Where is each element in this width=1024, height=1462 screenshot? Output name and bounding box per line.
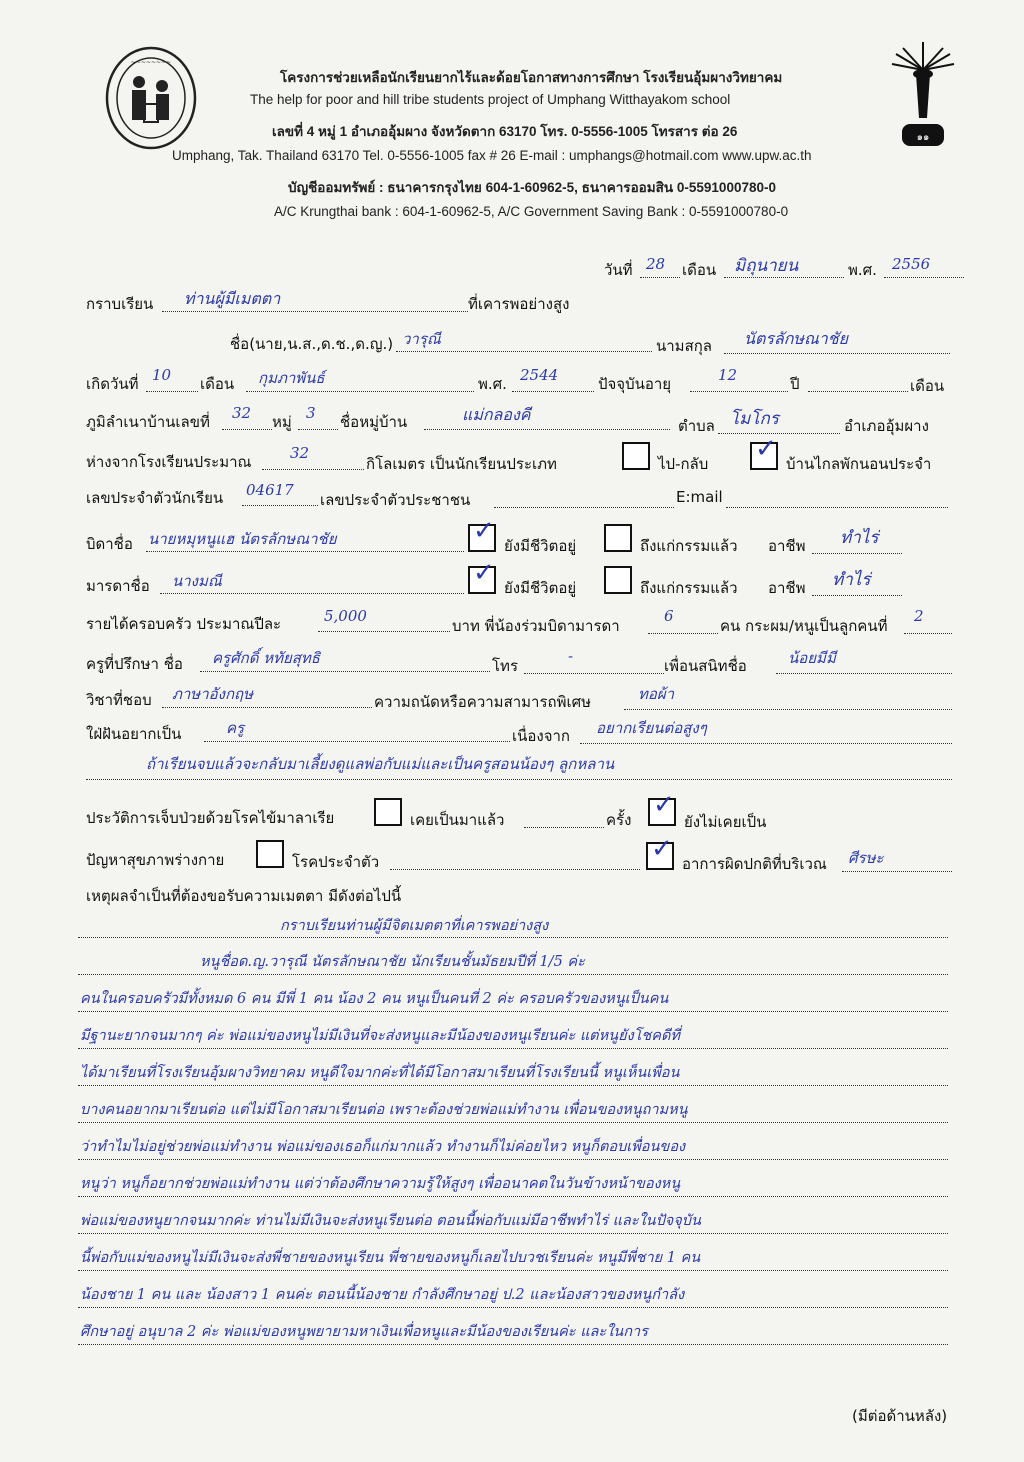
salutation-label: กราบเรียน (86, 295, 154, 313)
header-line-6: A/C Krungthai bank : 604-1-60962-5, A/C Government Saving Bank : 0-5591000780-0 (274, 204, 789, 219)
name-label: ชื่อ(นาย,น.ส.,ด.ช.,ด.ญ.) (230, 335, 394, 353)
reason-line: หนูว่า หนูก็อยากช่วยพ่อแม่ทำงาน แต่ว่าต้องศึกษาความรู้ให้สูงๆ เพื่ออนาคตในวันข้างหน้าของหนู (80, 1176, 681, 1192)
date-year-value: 2556 (892, 255, 931, 273)
age-label: ปัจจุบันอายุ (598, 375, 672, 393)
surname-label: นามสกุล (656, 337, 712, 355)
date-month-value: มิถุนายน (734, 256, 799, 276)
reason-line: น้องชาย 1 คน และ น้องสาว 1 คนค่ะ ตอนนี้น้องชาย กำลังศึกษาอยู่ ป.2 และน้องสาวของหนูกำลัง (80, 1287, 685, 1303)
chronic-disease-label: โรคประจำตัว (292, 853, 380, 871)
right-logo (888, 40, 958, 152)
because-continued: ถ้าเรียนจบแล้วจะกลับมาเลี้ยงดูแลพ่อกับแม่และเป็นครูสอนน้องๆ ลูกหลาน (146, 755, 615, 773)
date-month-label: เดือน (682, 261, 717, 279)
date-day-value: 28 (646, 255, 666, 273)
boarding-student-checkbox[interactable] (750, 434, 778, 470)
income-unit: คน กระผม/หนูเป็นลูกคนที่ (720, 617, 888, 635)
salutation-suffix: ที่เคารพอย่างสูง (468, 295, 570, 313)
citizen-id-label: เลขประจำตัวประชาชน (320, 491, 471, 509)
father-label: บิดาชื่อ (86, 535, 133, 553)
reason-line: คนในครอบครัวมีทั้งหมด 6 คน มีพี่ 1 คน น้อง 2 คน หนูเป็นคนที่ 2 ค่ะ ครอบครัวของหนูเป็นคน (80, 991, 669, 1007)
reason-line: บางคนอยากมาเรียนต่อ แต่ไม่มีโอกาสมาเรียนต่อ เพราะต้องช่วยพ่อแม่ทำงาน เพื่อนของหนูถามหนู (80, 1102, 688, 1118)
birth-month-value: กุมภาพันธ์ (258, 369, 325, 387)
father-job-value: ทำไร่ (840, 528, 879, 548)
malaria-never-label: ยังไม่เคยเป็น (684, 813, 767, 831)
checkmark-icon: ✓ (651, 834, 673, 864)
income-label: รายได้ครอบครัว ประมาณปีละ (86, 615, 282, 633)
advisor-value: ครูศักดิ์ หทัยสุทธิ (212, 649, 320, 667)
birth-year-label: พ.ศ. (478, 375, 507, 393)
child-order-value: 2 (914, 607, 924, 625)
surname-value: นัตรลักษณาชัย (744, 329, 849, 348)
birth-day-label: เกิดวันที่ (86, 375, 139, 393)
continue-note: (มีต่อด้านหลัง) (852, 1407, 948, 1425)
father-value: นายหมุหนูแฮ นัตรลักษณาชัย (148, 530, 337, 548)
house-value: 32 (232, 404, 252, 422)
malaria-times-label: ครั้ง (606, 811, 632, 829)
checkmark-icon: ✓ (473, 516, 495, 546)
boarding-student-label: บ้านไกลพักนอนประจำ (786, 455, 932, 473)
talent-value: ทอผ้า (638, 685, 675, 703)
name-value: วารุณี (402, 330, 441, 348)
header-line-1: โครงการช่วยเหลือนักเรียนยากไร้และด้อยโอกาสทางการศึกษา โรงเรียนอุ้มผางวิทยาคม (280, 70, 783, 85)
age-value: 12 (718, 366, 738, 384)
income-value: 5,000 (324, 607, 367, 625)
abnormal-area-value: ศีรษะ (848, 849, 884, 867)
tambon-label: ตำบล (678, 417, 715, 435)
email-label: E:mail (676, 488, 723, 506)
abnormal-symptom-checkbox[interactable] (646, 834, 674, 870)
advisor-label: ครูที่ปรึกษา ชื่อ (86, 655, 183, 673)
reason-line: ได้มาเรียนที่โรงเรียนอุ้มผางวิทยาคม หนูดีใจมากค่ะที่ได้มีโอกาสมาเรียนที่โรงเรียนนี้ หนูเห็นเพื่อน (80, 1065, 680, 1081)
mother-label: มารดาชื่อ (86, 577, 150, 595)
friend-label: เพื่อนสนิทชื่อ (664, 657, 747, 675)
chronic-disease-checkbox[interactable] (256, 840, 284, 868)
distance-label: ห่างจากโรงเรียนประมาณ (86, 453, 252, 471)
birth-day-value: 10 (152, 366, 172, 384)
student-id-value: 04617 (246, 481, 294, 499)
left-logo (104, 44, 198, 152)
malaria-label: ประวัติการเจ็บป่วยด้วยโรคไข้มาลาเรีย (86, 809, 335, 827)
father-dead-checkbox[interactable] (604, 524, 632, 552)
header-line-3: เลขที่ 4 หมู่ 1 อำเภออุ้มผาง จังหวัดตาก 63170 โทร. 0-5556-1005 โทรสาร ต่อ 26 (272, 124, 738, 139)
svg-text:~~~~~~~~: ~~~~~~~~ (130, 59, 172, 66)
reason-line: นี้พ่อกับแม่ของหนูไม่มีเงินจะส่งพี่ชายของหนูเรียน พี่ชายของหนูก็เลยไปบวชเรียนค่ะ หนูมีพี่ชาย 1 คน (80, 1250, 701, 1266)
birth-month-label: เดือน (200, 375, 235, 393)
reason-line: ศึกษาอยู่ อนุบาล 2 ค่ะ พ่อแม่ของหนูพยายามหาเงินเพื่อหนูและมีน้องของเรียนค่ะ และในการ (80, 1324, 648, 1340)
reason-line: กราบเรียนท่านผู้มีจิตเมตตาที่เคารพอย่างสูง (280, 918, 549, 934)
dream-value: ครู (226, 719, 245, 737)
header-line-5: บัญชีออมทรัพย์ : ธนาคารกรุงไทย 604-1-60962-5, ธนาคารออมสิน 0-5591000780-0 (288, 180, 776, 195)
because-label: เนื่องจาก (512, 727, 571, 745)
mother-dead-checkbox[interactable] (604, 566, 632, 594)
date-day-label: วันที่ (604, 261, 633, 279)
salutation-value: ท่านผู้มีเมตตา (184, 289, 281, 308)
reason-line: มีฐานะยากจนมากๆ ค่ะ พ่อแม่ของหนูไม่มีเงินที่จะส่งหนูและมีน้องของหนูเรียนค่ะ แต่หนูยังโชคดีที่ (80, 1028, 680, 1044)
project-seal-icon (104, 44, 198, 152)
subject-label: วิชาที่ชอบ (86, 691, 152, 709)
siblings-value: 6 (664, 607, 674, 625)
talent-label: ความถนัดหรือความสามารถพิเศษ (374, 693, 592, 711)
svg-text:๑๑: ๑๑ (916, 132, 930, 143)
friend-value: น้อยมีมี (788, 649, 836, 667)
malaria-had-label: เคยเป็นมาแล้ว (410, 811, 505, 829)
student-id-label: เลขประจำตัวนักเรียน (86, 489, 224, 507)
mother-value: นางมณี (172, 572, 222, 590)
age-years-label: ปี (790, 375, 800, 393)
because-value: อยากเรียนต่อสูงๆ (596, 719, 707, 737)
day-student-checkbox[interactable] (622, 442, 650, 470)
tambon-value: โมโกร (730, 409, 779, 429)
checkmark-icon: ✓ (653, 790, 675, 820)
distance-unit: กิโลเมตร เป็นนักเรียนประเภท (366, 455, 557, 473)
distance-value: 32 (290, 444, 310, 462)
tel-label: โทร (492, 657, 519, 675)
moo-value: 3 (306, 404, 316, 422)
malaria-never-checkbox[interactable] (648, 790, 676, 826)
reason-label: เหตุผลจำเป็นที่ต้องขอรับความเมตตา มีดังต่อไปนี้ (86, 887, 402, 905)
checkmark-icon: ✓ (755, 434, 777, 464)
health-label: ปัญหาสุขภาพร่างกาย (86, 851, 225, 869)
house-label: ภูมิลำเนาบ้านเลขที่ (86, 413, 210, 431)
reason-line: หนูชื่อด.ญ.วารุณี นัตรลักษณาชัย นักเรียนชั้นมัธยมปีที่ 1/5 ค่ะ (200, 954, 585, 970)
tel-value: - (568, 647, 574, 665)
header-line-4: Umphang, Tak. Thailand 63170 Tel. 0-5556-1005 fax # 26 E-mail : umphangs@hotmail.com www.upw.ac.th (172, 148, 812, 163)
father-dead-label: ถึงแก่กรรมแล้ว (640, 537, 738, 555)
birth-year-value: 2544 (520, 366, 559, 384)
abnormal-symptom-label: อาการผิดปกติที่บริเวณ (682, 855, 827, 873)
checkmark-icon: ✓ (473, 558, 495, 588)
amphoe-label: อำเภออุ้มผาง (844, 417, 929, 435)
village-value: แม่กลองคี (462, 405, 531, 424)
father-job-label: อาชีพ (768, 537, 806, 555)
village-label: ชื่อหมู่บ้าน (340, 413, 408, 431)
school-torch-emblem-icon (888, 40, 958, 152)
mother-alive-checkbox[interactable] (468, 558, 496, 594)
mother-job-value: ทำไร่ (832, 570, 871, 590)
header-line-2: The help for poor and hill tribe students project of Umphang Witthayakom school (250, 92, 731, 107)
father-alive-checkbox[interactable] (468, 516, 496, 552)
date-year-label: พ.ศ. (848, 261, 877, 279)
income-baht: บาท พี่น้องร่วมบิดามารดา (452, 617, 620, 635)
age-months-label: เดือน (910, 377, 945, 395)
mother-alive-label: ยังมีชีวิตอยู่ (504, 579, 577, 597)
mother-dead-label: ถึงแก่กรรมแล้ว (640, 579, 738, 597)
reason-line: ว่าทำไมไม่อยู่ช่วยพ่อแม่ทำงาน พ่อแม่ของเธอก็แก่มากแล้ว ทำงานก็ไม่ค่อยไหว หนูก็ตอบเพื่อนของ (80, 1139, 686, 1155)
day-student-label: ไป-กลับ (658, 455, 709, 473)
dream-label: ใฝ่ฝันอยากเป็น (86, 725, 182, 743)
malaria-had-checkbox[interactable] (374, 798, 402, 826)
father-alive-label: ยังมีชีวิตอยู่ (504, 537, 577, 555)
reason-line: พ่อแม่ของหนูยากจนมากค่ะ ท่านไม่มีเงินจะส่งหนูเรียนต่อ ตอนนี้พ่อกับแม่มีอาชีพทำไร่ และในปัจจุบัน (80, 1213, 701, 1229)
mother-job-label: อาชีพ (768, 579, 806, 597)
moo-label: หมู่ (272, 413, 292, 431)
subject-value: ภาษาอังกฤษ (172, 685, 254, 703)
